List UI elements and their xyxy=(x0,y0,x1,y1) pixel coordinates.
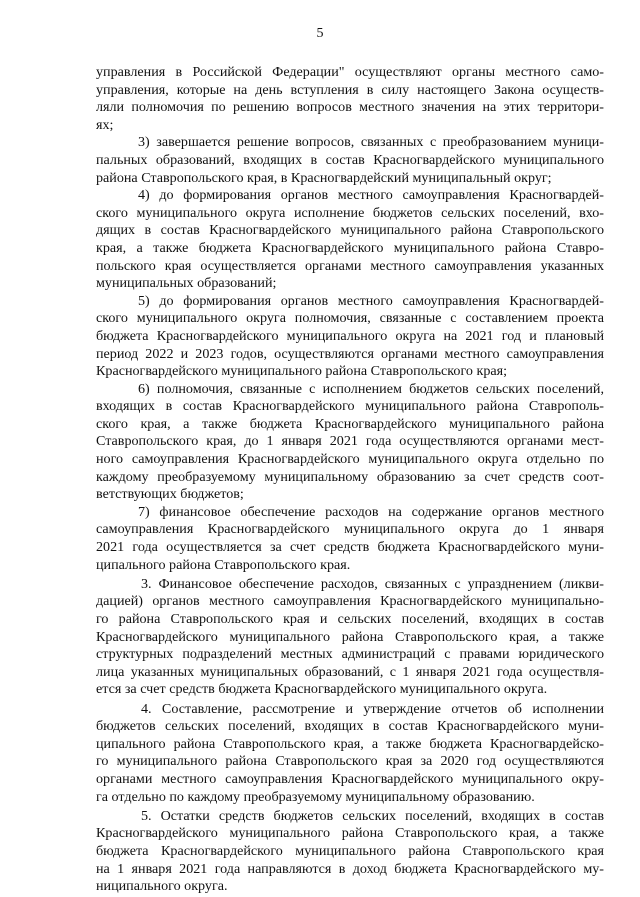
text-line: органами местного самоуправления Красногвардейского муниципального окру- xyxy=(96,770,604,787)
text-line: на 1 января 2021 года направляются в доход бюджета Красногвардейского му- xyxy=(96,860,604,877)
paragraph xyxy=(96,134,604,187)
text-line: бюджета Красногвардейского муниципального округа на 2021 год и плановый xyxy=(96,327,604,344)
document-body xyxy=(96,64,604,897)
text-line: ях; xyxy=(96,116,114,133)
text-line: ского края, а также бюджета Красногвардейского муниципального района xyxy=(96,415,604,432)
text-line: период 2022 и 2023 годов, осуществляются органами местного самоуправления xyxy=(96,345,604,362)
text-line: района Ставропольского края, в Красногвардейский муниципальный округ; xyxy=(96,169,552,186)
text-line: управления в Российской Федерации" осуществляют органы местного само- xyxy=(96,64,604,80)
text-line: го района Ставропольского края и сельских поселений, входящих в состав xyxy=(96,611,604,627)
text-line: входящих в состав Красногвардейского муниципального района Ставрополь- xyxy=(96,398,604,415)
text-line: 7) финансовое обеспечение расходов на содержание органов местного xyxy=(138,503,604,520)
text-line: ется за счет средств бюджета Красногвардейского муниципального округа. xyxy=(96,681,548,698)
text-line: ветствующих бюджетов; xyxy=(96,486,244,503)
text-line: 4) до формирования органов местного самоуправления Красногвардей- xyxy=(138,187,604,204)
text-line: края, а также бюджета Красногвардейского муниципального района Ставро- xyxy=(96,239,604,256)
text-line: Красногвардейского муниципального района Ставропольского края, а также xyxy=(96,628,604,645)
text-line: ляли полномочия по решению вопросов местного значения на этих территори- xyxy=(96,99,604,116)
paragraph xyxy=(96,64,604,134)
text-line: дацией) органов местного самоуправления Красногвардейского муниципально- xyxy=(96,593,604,610)
paragraph xyxy=(96,187,604,293)
page-number: 5 xyxy=(316,26,324,41)
text-line: 5. Остатки средств бюджетов сельских поселений, входящих в состав xyxy=(141,807,604,824)
text-line: ного самоуправления Красногвардейского муниципального округа отдельно по xyxy=(96,451,604,468)
text-line: Ставропольского края, до 1 января 2021 года осуществляются органами мест- xyxy=(96,433,604,450)
text-line: 3) завершается решение вопросов, связанных с преобразованием муници- xyxy=(138,134,604,151)
text-line: 4. Составление, рассмотрение и утверждение отчетов об исполнении xyxy=(141,700,604,717)
text-line: бюджета Красногвардейского муниципального района Ставропольского края xyxy=(96,842,604,859)
text-line: ниципального округа. xyxy=(96,878,228,895)
text-line: го муниципального района Ставропольского края за 2020 год осуществляются xyxy=(96,753,604,770)
paragraph xyxy=(96,504,604,574)
text-line: каждому преобразуемому муниципальному образованию за счет средств соот- xyxy=(96,468,604,485)
text-line: ского муниципального округа исполнение бюджетов сельских поселений, вхо- xyxy=(96,204,604,221)
text-line: польского края осуществляется органами местного самоуправления указанных xyxy=(96,257,604,274)
text-line: 6) полномочия, связанные с исполнением бюджетов сельских поселений, xyxy=(138,380,604,397)
paragraph xyxy=(96,808,604,896)
text-line: 3. Финансовое обеспечение расходов, связанных с упразднением (ликви- xyxy=(141,575,604,592)
paragraph xyxy=(96,293,604,381)
text-line: управления, которые на день вступления в силу настоящего Закона осуществ- xyxy=(96,81,604,98)
text-line: ского муниципального округа полномочия, связанные с составлением проекта xyxy=(96,310,604,327)
text-line: дящих в состав Красногвардейского муниципального района Ставропольского xyxy=(96,222,604,239)
text-line: лица указанных муниципальных образований, с 1 января 2021 года осуществля- xyxy=(96,663,604,680)
paragraph xyxy=(96,576,604,699)
text-line: бюджетов сельских поселений, входящих в состав Красногвардейского муни- xyxy=(96,718,604,735)
paragraph xyxy=(96,701,604,807)
text-line: пальных образований, входящих в состав Красногвардейского муниципального xyxy=(96,151,604,168)
text-line: 5) до формирования органов местного самоуправления Красногвардей- xyxy=(138,292,604,309)
text-line: Красногвардейского муниципального района Ставропольского края, а также xyxy=(96,825,604,842)
text-line: самоуправления Красногвардейского муниципального округа до 1 января xyxy=(96,521,604,538)
text-line: 2021 года осуществляется за счет средств бюджета Красногвардейского муни- xyxy=(96,539,604,556)
text-line: га отдельно по каждому преобразуемому муниципальному образованию. xyxy=(96,788,535,805)
text-line: ципального района Ставропольского края, а также бюджета Красногвардейско- xyxy=(96,735,604,752)
text-line: Красногвардейского муниципального района Ставропольского края; xyxy=(96,363,508,380)
text-line: ципального района Ставропольского края. xyxy=(96,556,351,573)
text-line: муниципальных образований; xyxy=(96,275,277,292)
text-line: структурных подразделений местных администраций с правами юридического xyxy=(96,646,604,663)
paragraph xyxy=(96,381,604,504)
